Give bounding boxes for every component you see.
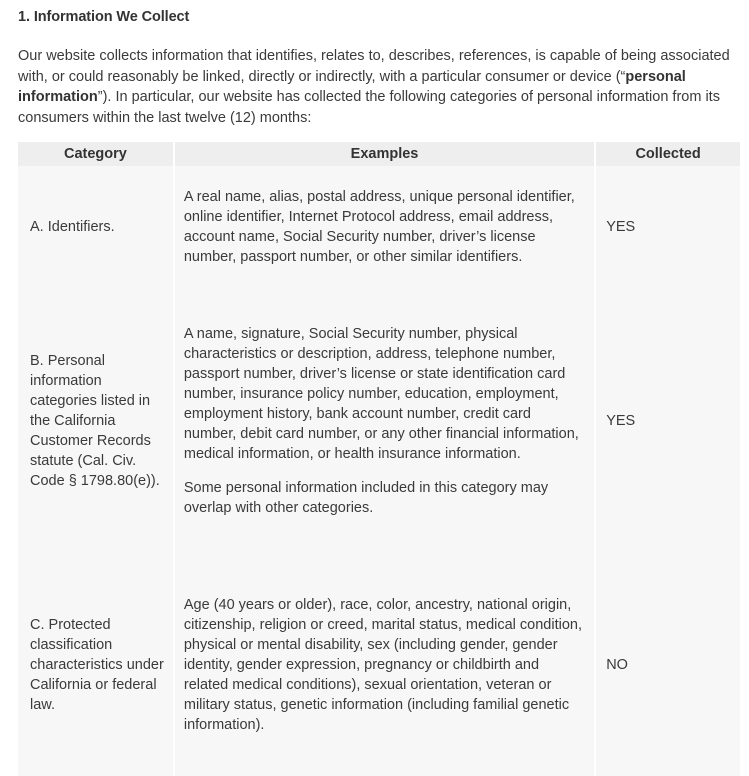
intro-paragraph	[18, 46, 733, 128]
intro-text-start: Our website collects information that identifies, relates to, describes, references, is capable of being associated with, or could reasonably be linked, directly or indirectly, with a particular consumer or device (“	[18, 48, 730, 85]
examples-cell	[174, 554, 595, 776]
header-collected: Collected	[595, 142, 740, 166]
personal-information-table	[18, 142, 740, 776]
table-row	[18, 166, 740, 288]
category-cell: A. Identifiers.	[18, 166, 174, 288]
examples-text: A real name, alias, postal address, unique personal identifier, online identifier, Internet Protocol address, email address, account name, Social Security number, driver’s license number, passport number, or other similar identifiers.	[183, 189, 575, 265]
intro-bold-term: personal information	[18, 68, 686, 105]
intro-text-end: ”). In particular, our website has collected the following categories of personal information from its consumers within the last twelve (12) months:	[18, 89, 720, 126]
collected-cell: YES	[595, 288, 740, 554]
examples-text: A name, signature, Social Security number, physical characteristics or description, address, telephone number, passport number, driver’s license or state identification card number, insurance policy number, education, employment, employment history, bank account number, credit card number, debit card number, or any other financial information, medical information, or health insurance information.	[183, 326, 579, 462]
category-cell: C. Protected classification characteristics under California or federal law.	[18, 554, 174, 776]
header-category: Category	[18, 142, 174, 166]
section-heading: 1. Information We Collect	[18, 9, 190, 25]
collected-cell: NO	[595, 554, 740, 776]
examples-text: Age (40 years or older), race, color, ancestry, national origin, citizenship, religion or creed, marital status, medical condition, physical or mental disability, sex (including gender, gender identity, gender expression, pregnancy or childbirth and related medical conditions), sexual orientation, veteran or military status, genetic information (including familial genetic information).	[183, 597, 582, 733]
examples-note: Some personal information included in this category may overlap with other categories.	[183, 480, 549, 516]
collected-cell: YES	[595, 166, 740, 288]
category-cell: B. Personal information categories listed in the California Customer Records statute (Cal. Civ. Code § 1798.80(e)).	[18, 288, 174, 554]
examples-cell	[174, 288, 595, 554]
table-row	[18, 554, 740, 776]
header-examples: Examples	[174, 142, 595, 166]
table-row	[18, 288, 740, 554]
table-header-row	[18, 142, 740, 166]
examples-cell	[174, 166, 595, 288]
